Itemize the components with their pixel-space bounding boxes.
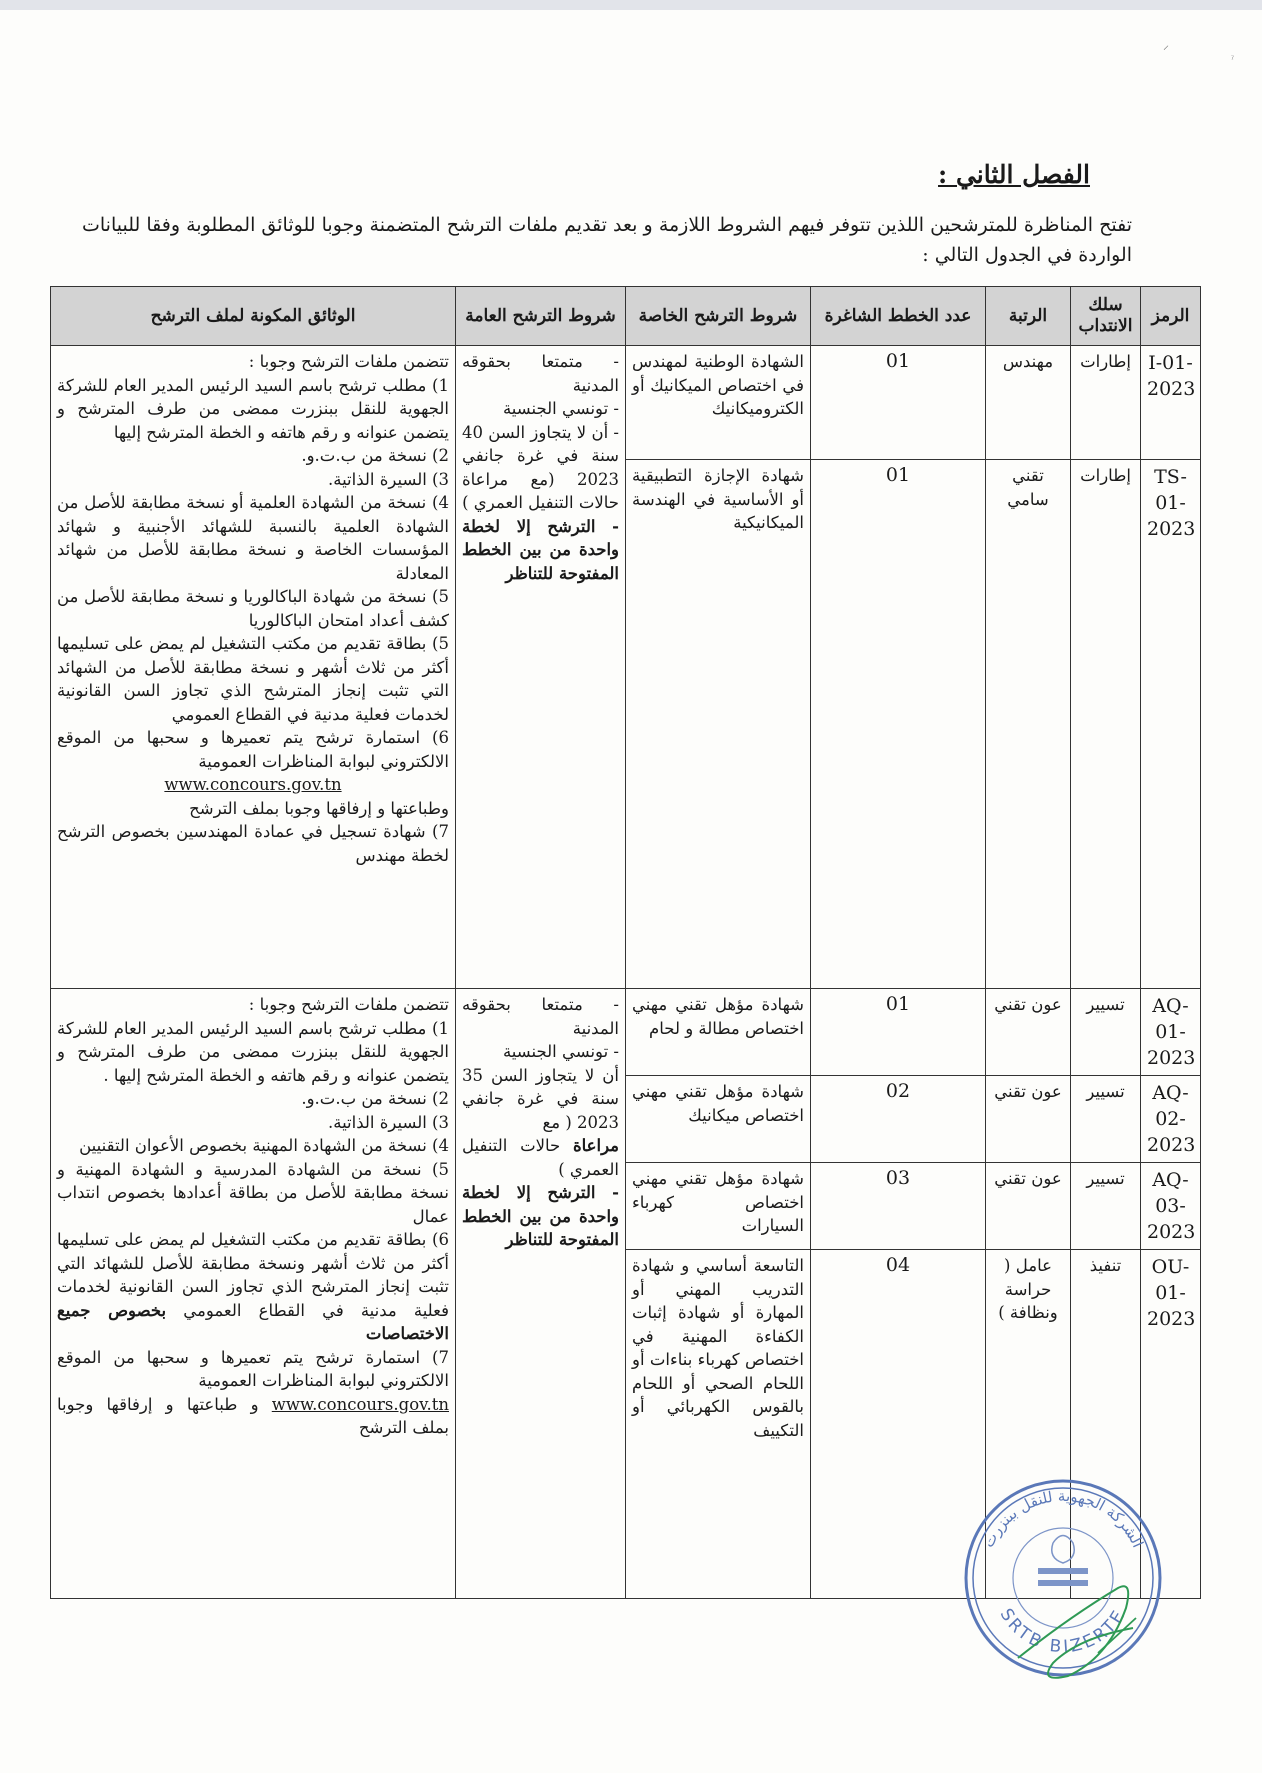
doc-line: وطباعتها و إرفاقها وجوبا بملف الترشح bbox=[189, 798, 449, 818]
cell-corps: تنفيذ bbox=[1071, 1250, 1141, 1599]
general-line: أن لا يتجاوز السن 35 سنة في غرة جانفي 2023 ( مع bbox=[462, 1065, 619, 1132]
header-grade: الرتبة bbox=[986, 287, 1071, 346]
cell-special: التاسعة أساسي و شهادة التدريب المهني أو المهارة أو شهادة إثبات الكفاءة المهنية في اختصاص كهرباء بناءات أو اللحام الصحي أو اللحام بالقوس الكهربائي أو التكييف bbox=[626, 1250, 811, 1599]
cell-special: شهادة مؤهل تقني مهني اختصاص مطالة و لحام bbox=[626, 989, 811, 1076]
cell-general-group1 bbox=[456, 346, 626, 989]
general-line: - أن لا يتجاوز السن 40 سنة في غرة جانفي 2023 (مع مراعاة حالات التنفيل العمري ) bbox=[462, 422, 619, 512]
stamp-bottom-text: SRTB BIZERTE bbox=[995, 1605, 1131, 1658]
stamp-center-ring bbox=[1013, 1528, 1113, 1628]
general-line-bold: - الترشح إلا لخطة واحدة من بين الخطط المفتوحة للتناظر bbox=[462, 516, 619, 583]
doc-line: تتضمن ملفات الترشح وجوبا : bbox=[248, 352, 449, 371]
intro-paragraph: تفتح المناظرة للمترشحين اللذين تتوفر فيهم الشروط اللازمة و بعد تقديم ملفات الترشح المتضمنة وجوبا للوثائق المطلوبة وفقا للبيانات الواردة في الجدول التالي : bbox=[82, 214, 1132, 266]
table-header-row bbox=[51, 287, 1201, 346]
general-text: حالات التنفيل العمري ) bbox=[462, 1136, 619, 1179]
cell-corps: إطارات bbox=[1071, 346, 1141, 460]
doc-line: 6) استمارة ترشح يتم تعميرها و سحبها من الموقع الالكتروني لبوابة المناظرات العمومية bbox=[57, 728, 449, 771]
doc-line: 2) نسخة من ب.ت.و. bbox=[301, 1089, 449, 1108]
doc-line: 7) استمارة ترشح يتم تعميرها و سحبها من الموقع الالكتروني لبوابة المناظرات العمومية bbox=[57, 1347, 449, 1390]
header-special-conditions: شروط الترشح الخاصة bbox=[626, 287, 811, 346]
general-line bbox=[462, 1134, 619, 1181]
scan-edge bbox=[0, 0, 1262, 10]
cell-code: TS-01-2023 bbox=[1141, 460, 1201, 989]
stamp-emblem bbox=[1052, 1536, 1075, 1564]
stamp-top-text: الشركة الجهوية للنقل ببنزرت bbox=[979, 1486, 1147, 1551]
doc-link-line bbox=[57, 1393, 449, 1440]
cell-corps: تسيير bbox=[1071, 1076, 1141, 1163]
cell-special: شهادة مؤهل تقني مهني اختصاص كهرباء السيارات bbox=[626, 1163, 811, 1250]
doc-line: 4) نسخة من الشهادة المهنية بخصوص الأعوان التقنيين bbox=[79, 1136, 449, 1155]
cell-code: AQ-03-2023 bbox=[1141, 1163, 1201, 1250]
company-stamp bbox=[958, 1468, 1168, 1688]
cell-documents-group2 bbox=[51, 989, 456, 1599]
cell-code: OU-01-2023 bbox=[1141, 1250, 1201, 1599]
cell-special: شهادة مؤهل تقني مهني اختصاص ميكانيك bbox=[626, 1076, 811, 1163]
general-line-bold: - الترشح إلا لخطة واحدة من بين الخطط المفتوحة للتناظر bbox=[462, 1183, 619, 1249]
doc-line: 5) نسخة من شهادة الباكالوريا و نسخة مطابقة للأصل من كشف أعداد امتحان الباكالوريا bbox=[57, 587, 449, 630]
doc-line: تتضمن ملفات الترشح وجوبا : bbox=[248, 995, 449, 1014]
general-line: - تونسي الجنسية bbox=[502, 1042, 619, 1061]
cell-corps: تسيير bbox=[1071, 989, 1141, 1076]
cell-code: AQ-01-2023 bbox=[1141, 989, 1201, 1076]
general-line: - تونسي الجنسية bbox=[502, 399, 619, 418]
doc-line: 5) بطاقة تقديم من مكتب التشغيل لم يمض على تسليمها أكثر من ثلاث أشهر و نسخة مطابقة للأصل من الشهائد التي تثبت إنجاز المترشح الذي تجاوز السن القانونية لخدمات فعلية مدنية في القطاع العمومي bbox=[57, 634, 449, 724]
cell-corps: تسيير bbox=[1071, 1163, 1141, 1250]
cell-posts: 04 bbox=[811, 1250, 986, 1599]
cell-grade: عون تقني bbox=[986, 1076, 1071, 1163]
cell-documents-group1 bbox=[51, 346, 456, 989]
cell-code: I-01-2023 bbox=[1141, 346, 1201, 460]
cell-posts: 01 bbox=[811, 460, 986, 989]
header-posts: عدد الخطط الشاغرة bbox=[811, 287, 986, 346]
doc-line: 3) السيرة الذاتية. bbox=[327, 469, 449, 489]
doc-link-line bbox=[57, 773, 449, 797]
doc-line: 4) نسخة من الشهادة العلمية أو نسخة مطابقة للأصل من الشهادة العلمية بالنسبة للشهائد الأجنبية و شهائد المؤسسات الخاصة و نسخة مطابقة للأصل من شهائد المعادلة bbox=[57, 493, 449, 583]
doc-text: و طباعتها و إرفاقها وجوبا بملف الترشح bbox=[57, 1394, 449, 1437]
general-line: - متمتعا بحقوقه المدنية bbox=[462, 995, 619, 1038]
scan-mark-small: ˀ bbox=[1231, 55, 1234, 66]
cell-general-group2 bbox=[456, 989, 626, 1599]
doc-line: 1) مطلب ترشح باسم السيد الرئيس المدير العام للشركة الجهوية للنقل ببنزرت ممضى من طرف المترشح و يتضمن عنوانه و رقم هاتفه و الخطة المترشح إليها . bbox=[57, 1018, 449, 1085]
doc-line: 7) شهادة تسجيل في عمادة المهندسين بخصوص الترشح لخطة مهندس bbox=[57, 822, 449, 865]
stamp-emblem-bar bbox=[1038, 1580, 1088, 1586]
header-documents: الوثائق المكونة لملف الترشح bbox=[51, 287, 456, 346]
cell-grade: عامل ( حراسة ونظافة ) bbox=[986, 1250, 1071, 1599]
cell-special: شهادة الإجازة التطبيقية أو الأساسية في الهندسة الميكانيكية bbox=[626, 460, 811, 989]
recruitment-table bbox=[50, 286, 1201, 1599]
general-line: - متمتعا بحقوقه المدنية bbox=[462, 352, 619, 395]
cell-posts: 01 bbox=[811, 346, 986, 460]
table-row bbox=[51, 346, 1201, 460]
header-general-conditions: شروط الترشح العامة bbox=[456, 287, 626, 346]
doc-line: 2) نسخة من ب.ت.و. bbox=[301, 446, 449, 465]
cell-posts: 03 bbox=[811, 1163, 986, 1250]
doc-text: 6) بطاقة تقديم من مكتب التشغيل لم يمض على تسليمها أكثر من ثلاث أشهر ونسخة مطابقة للأصل للشهائد التي تثبت إنجاز المترشح الذي تجاوز السن القانونية لخدمات فعلية مدنية في القطاع العمومي bbox=[57, 1230, 449, 1320]
website-link[interactable]: www.concours.gov.tn bbox=[271, 1394, 449, 1414]
general-bold-word: مراعاة bbox=[572, 1136, 620, 1155]
section-heading: الفصل الثاني : bbox=[938, 160, 1090, 189]
cell-grade: عون تقني bbox=[986, 1163, 1071, 1250]
cell-code: AQ-02-2023 bbox=[1141, 1076, 1201, 1163]
stamp-emblem-bar bbox=[1038, 1568, 1088, 1574]
cell-grade: عون تقني bbox=[986, 989, 1071, 1076]
header-corps: سلك الانتداب bbox=[1071, 287, 1141, 346]
website-link[interactable]: www.concours.gov.tn bbox=[164, 775, 342, 794]
doc-line: 1) مطلب ترشح باسم السيد الرئيس المدير العام للشركة الجهوية للنقل ببنزرت ممضى من طرف المترشح و يتضمن عنوانه و رقم هاتفه و الخطة المترشح إليها bbox=[57, 375, 449, 442]
doc-bold-text: بخصوص جميع الاختصاصات bbox=[57, 1300, 449, 1343]
scan-mark: ⸝ bbox=[1162, 38, 1169, 52]
cell-grade: تقني سامي bbox=[986, 460, 1071, 989]
header-code: الرمز bbox=[1141, 287, 1201, 346]
doc-line bbox=[57, 1228, 449, 1346]
table-row bbox=[51, 989, 1201, 1076]
cell-posts: 02 bbox=[811, 1076, 986, 1163]
cell-corps: إطارات bbox=[1071, 460, 1141, 989]
cell-grade: مهندس bbox=[986, 346, 1071, 460]
doc-line: 3) السيرة الذاتية. bbox=[327, 1112, 449, 1132]
doc-line: 5) نسخة من الشهادة المدرسية و الشهادة المهنية و نسخة مطابقة للأصل من بطاقة أعدادها بخصوص انتداب عمال bbox=[57, 1159, 449, 1226]
cell-posts: 01 bbox=[811, 989, 986, 1076]
cell-special: الشهادة الوطنية لمهندس في اختصاص الميكانيك أو الكتروميكانيك bbox=[626, 346, 811, 460]
